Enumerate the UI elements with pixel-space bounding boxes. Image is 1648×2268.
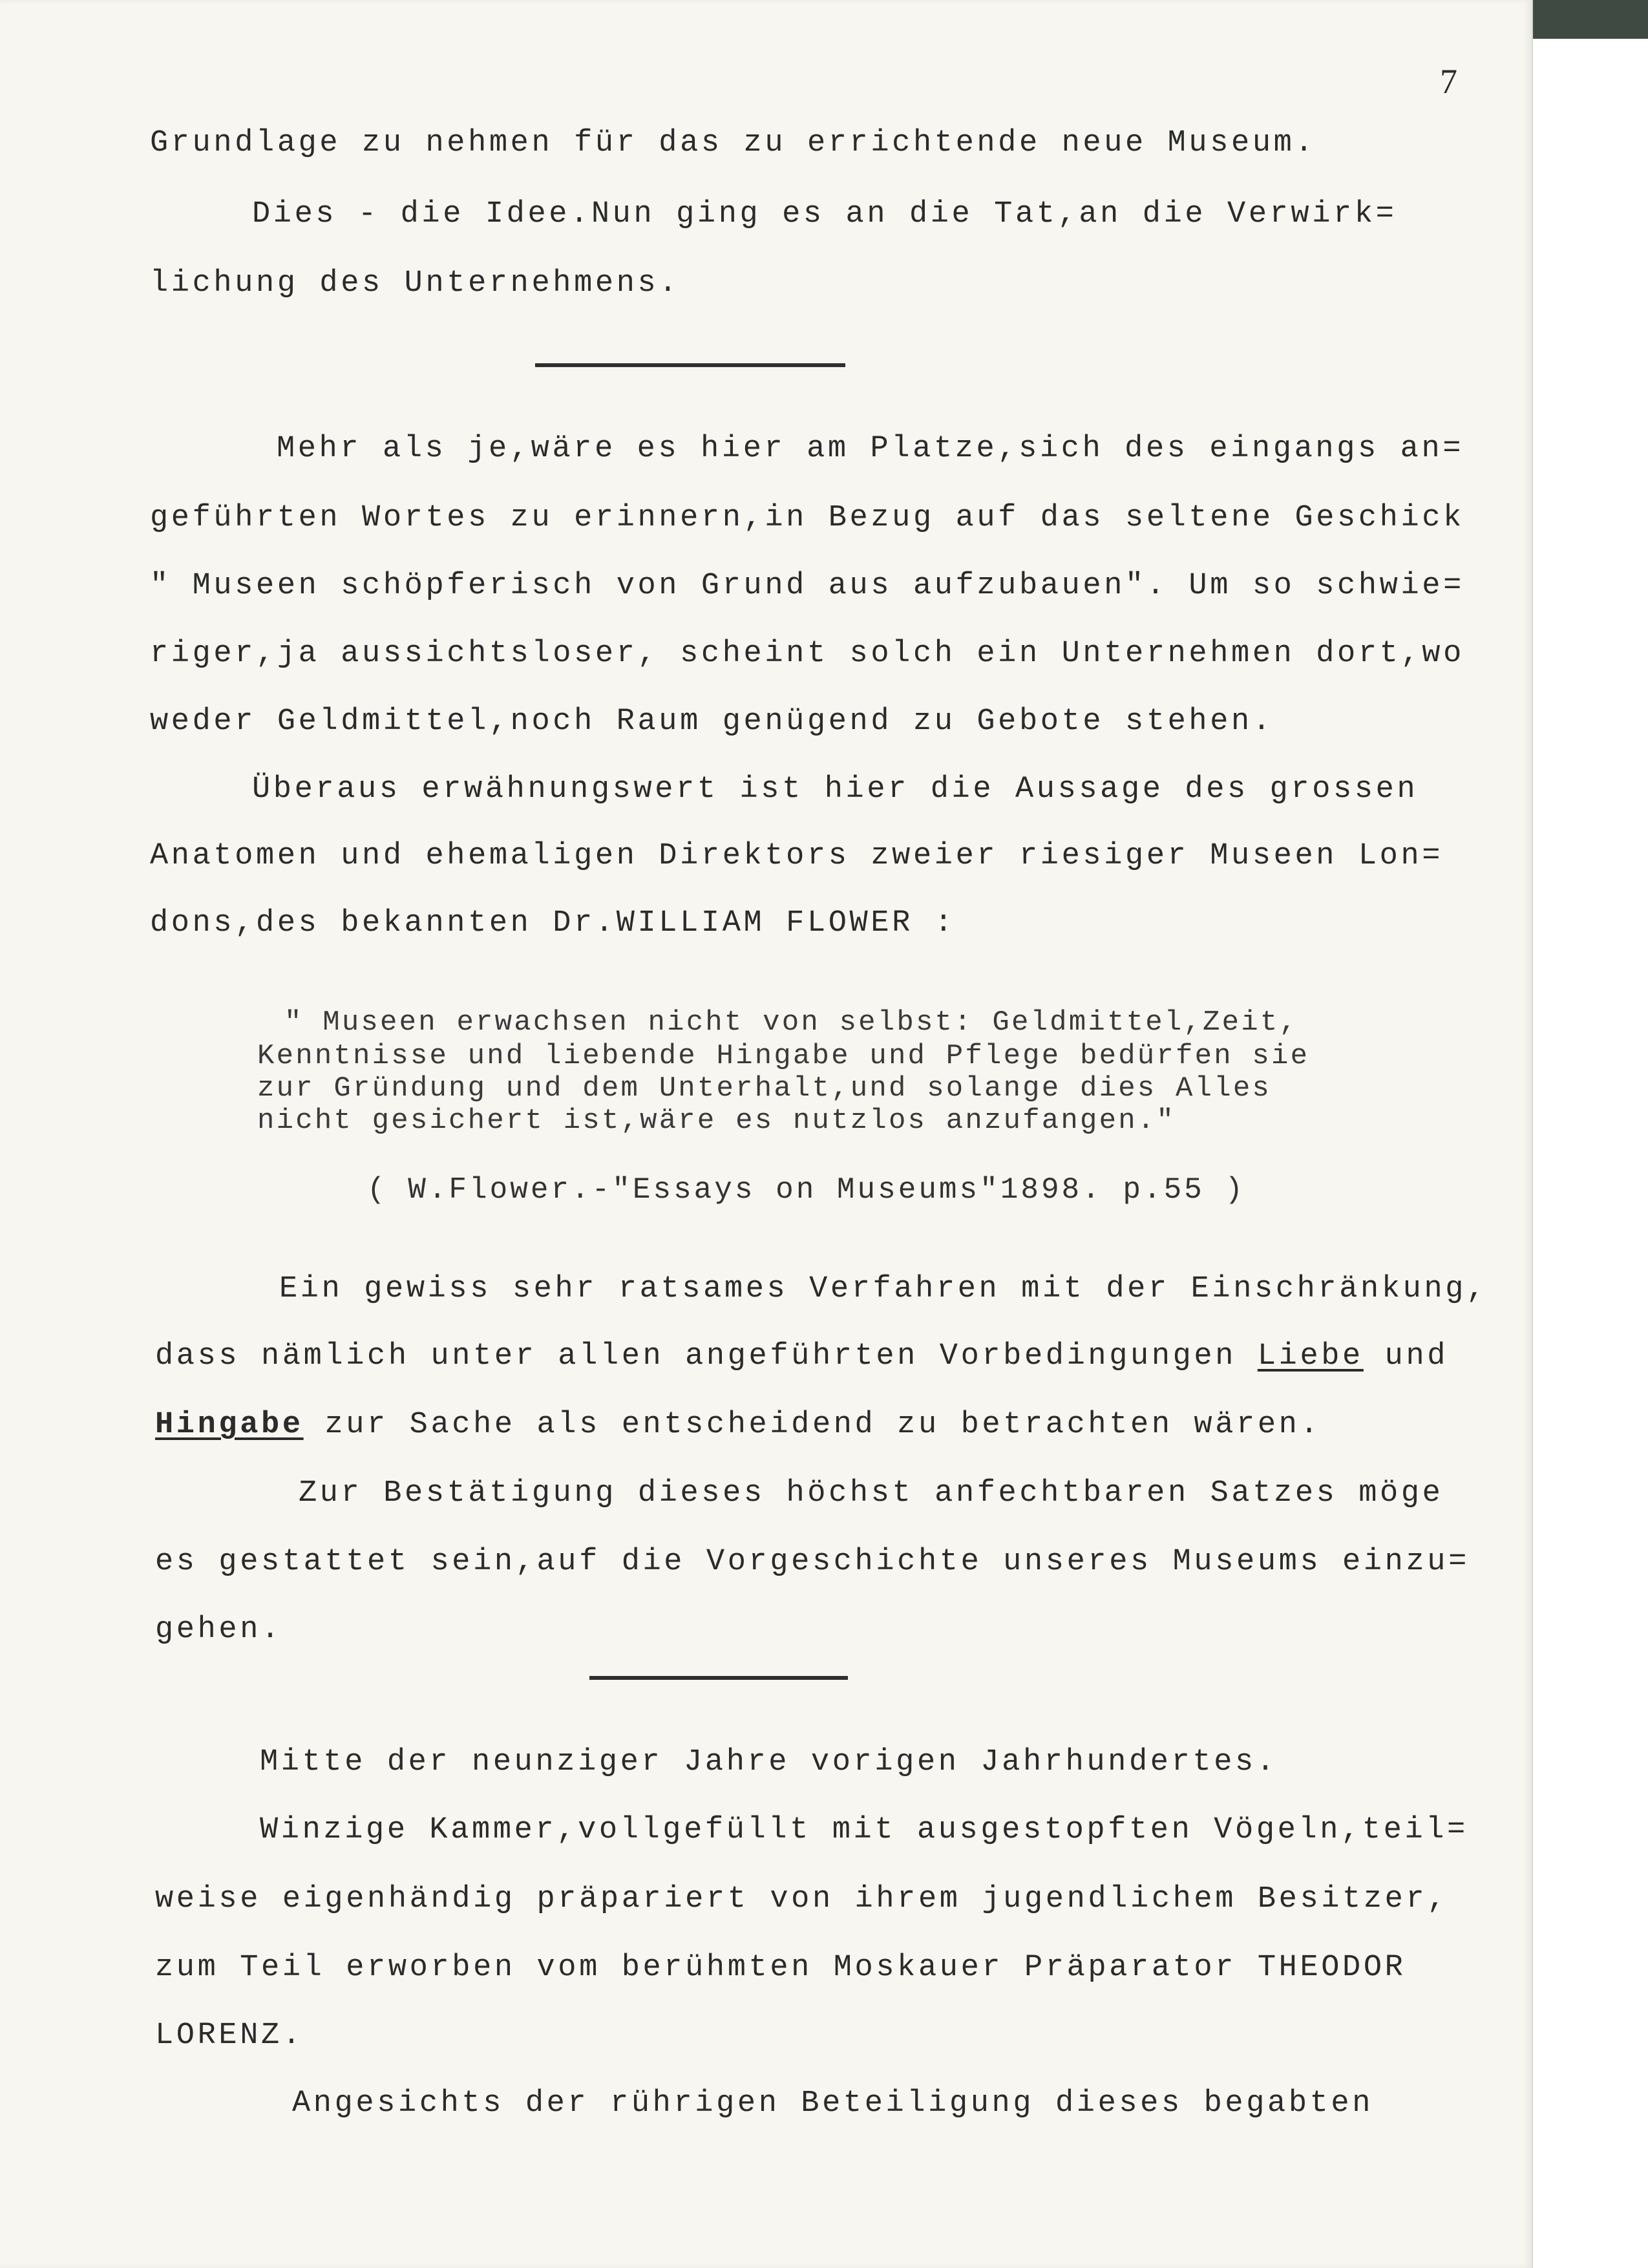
quote-line: " Museen erwachsen nicht von selbst: Geldmittel,Zeit, — [284, 1006, 1299, 1039]
text-fragment: und — [1363, 1339, 1449, 1373]
text-line: dons,des bekannten Dr.WILLIAM FLOWER : — [150, 906, 956, 940]
text-line: Angesichts der rührigen Beteiligung dieses begabten — [292, 2086, 1374, 2121]
text-line: Grundlage zu nehmen für das zu errichtende neue Museum. — [150, 126, 1316, 160]
text-line: Dies - die Idee.Nun ging es an die Tat,an die Verwirk= — [252, 197, 1397, 231]
text-line: Winzige Kammer,vollgefüllt mit ausgestopften Vögeln,teil= — [260, 1813, 1468, 1847]
page-number: 7 — [1440, 62, 1457, 101]
text-line: weder Geldmittel,noch Raum genügend zu Gebote stehen. — [150, 705, 1274, 739]
text-line: " Museen schöpferisch von Grund aus aufzubauen". Um so schwie= — [150, 569, 1464, 603]
text-line: geführten Wortes zu erinnern,in Bezug auf das seltene Geschick — [150, 501, 1464, 535]
text-fragment: dass nämlich unter allen angeführten Vorbedingungen — [155, 1339, 1258, 1373]
scan-dark-strip — [1533, 0, 1648, 39]
section-divider — [535, 363, 845, 367]
text-line: Ein gewiss sehr ratsames Verfahren mit der Einschränkung, — [279, 1272, 1488, 1306]
quote-line: zur Gründung und dem Unterhalt,und solange dies Alles — [257, 1072, 1272, 1105]
underlined-word: Liebe — [1257, 1339, 1364, 1373]
text-fragment: zur Sache als entscheidend zu betrachten wären. — [303, 1408, 1322, 1442]
quote-line: nicht gesichert ist,wäre es nutzlos anzufangen." — [257, 1105, 1176, 1137]
text-line: Mitte der neunziger Jahre vorigen Jahrhundertes. — [260, 1745, 1278, 1779]
text-line: zum Teil erworben vom berühmten Moskauer Präparator THEODOR — [155, 1951, 1406, 1985]
quote-line: Kenntnisse und liebende Hingabe und Pflege bedürfen sie — [257, 1040, 1310, 1072]
text-line: es gestattet sein,auf die Vorgeschichte unseres Museums einzu= — [155, 1545, 1470, 1579]
text-line: Zur Bestätigung dieses höchst anfechtbaren Satzes möge — [299, 1476, 1444, 1510]
text-line: riger,ja aussichtsloser, scheint solch ein Unternehmen dort,wo — [150, 637, 1464, 671]
text-line: lichung des Unternehmens. — [150, 266, 681, 301]
text-line: Mehr als je,wäre es hier am Platze,sich des eingangs an= — [277, 432, 1464, 466]
citation: ( W.Flower.-"Essays on Museums"1898. p.55 ) — [367, 1173, 1245, 1207]
text-line: LORENZ. — [155, 2019, 304, 2053]
text-line — [155, 1408, 1321, 1442]
text-line: weise eigenhändig präpariert von ihrem jugendlichem Besitzer, — [155, 1882, 1449, 1916]
underlined-word: Hingabe — [155, 1408, 304, 1442]
text-line — [155, 1339, 1448, 1373]
text-line: Anatomen und ehemaligen Direktors zweier riesiger Museen Lon= — [150, 839, 1444, 873]
text-line: Überaus erwähnungswert ist hier die Aussage des grossen — [252, 772, 1419, 807]
text-line: gehen. — [155, 1613, 282, 1647]
scan-background — [1532, 0, 1648, 2268]
section-divider — [589, 1676, 848, 1680]
